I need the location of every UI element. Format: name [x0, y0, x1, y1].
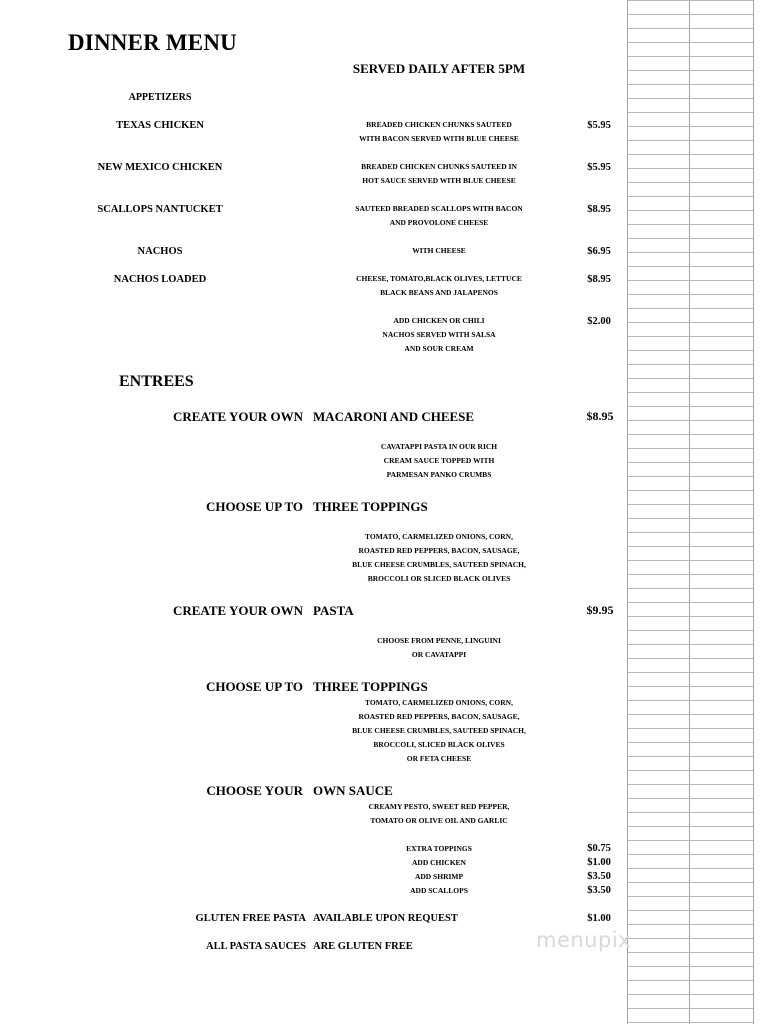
pasta-label: CREATE YOUR OWN — [172, 603, 303, 618]
grid-row-line — [627, 574, 753, 575]
gluten-free-sauces-label: ALL PASTA SAUCES — [206, 941, 306, 952]
grid-row-line — [627, 686, 753, 687]
grid-row-line — [627, 644, 753, 645]
grid-row-line — [627, 952, 753, 953]
pasta-price: $9.95 — [586, 603, 614, 617]
grid-row-line — [627, 336, 753, 337]
pasta-title: PASTA — [313, 603, 354, 618]
gluten-free-note: AVAILABLE UPON REQUEST — [313, 913, 458, 924]
grid-row-line — [627, 1022, 753, 1023]
grid-row-line — [627, 980, 753, 981]
grid-row-line — [627, 378, 753, 379]
mac-toppings-desc: ROASTED RED PEPPERS, BACON, SAUSAGE, — [358, 546, 520, 555]
addon-desc: AND SOUR CREAM — [404, 344, 474, 353]
item-desc: AND PROVOLONE CHEESE — [389, 218, 489, 227]
extra-label: EXTRA TOPPINGS — [406, 844, 472, 853]
mac-toppings-label: CHOOSE UP TO — [205, 499, 303, 514]
item-desc: HOT SAUCE SERVED WITH BLUE CHEESE — [362, 176, 516, 185]
grid-row-line — [627, 784, 753, 785]
pasta-toppings-desc: OR FETA CHEESE — [406, 754, 472, 763]
pasta-toppings-title: THREE TOPPINGS — [313, 679, 428, 694]
grid-row-line — [627, 392, 753, 393]
item-desc: SAUTEED BREADED SCALLOPS WITH BACON — [355, 204, 523, 213]
grid-row-line — [627, 56, 753, 57]
grid-row-line — [627, 406, 753, 407]
grid-row-line — [627, 266, 753, 267]
item-name: NEW MEXICO CHICKEN — [97, 162, 223, 173]
grid-row-line — [627, 728, 753, 729]
grid-row-line — [627, 308, 753, 309]
item-price: $5.95 — [587, 120, 611, 131]
spreadsheet-grid — [627, 0, 768, 1024]
sauce-desc: CREAMY PESTO, SWEET RED PEPPER, — [368, 802, 510, 811]
grid-row-line — [627, 154, 753, 155]
sauce-desc: TOMATO OR OLIVE OIL AND GARLIC — [370, 816, 508, 825]
item-desc: WITH BACON SERVED WITH BLUE CHEESE — [359, 134, 519, 143]
pasta-toppings-desc: BLUE CHEESE CRUMBLES, SAUTEED SPINACH, — [352, 726, 526, 735]
grid-row-line — [627, 532, 753, 533]
extra-price: $3.50 — [587, 885, 611, 896]
grid-row-line — [627, 364, 753, 365]
mac-desc: CREAM SAUCE TOPPED WITH — [383, 456, 495, 465]
grid-row-line — [627, 126, 753, 127]
grid-row-line — [627, 462, 753, 463]
item-name: NACHOS — [137, 246, 183, 257]
extra-label: ADD CHICKEN — [412, 858, 466, 867]
item-desc: BREADED CHICKEN CHUNKS SAUTEED IN — [361, 162, 517, 171]
grid-row-line — [627, 756, 753, 757]
mac-toppings-desc: BLUE CHEESE CRUMBLES, SAUTEED SPINACH, — [352, 560, 526, 569]
extra-label: ADD SHRIMP — [414, 872, 464, 881]
grid-row-line — [627, 560, 753, 561]
grid-row-line — [627, 700, 753, 701]
grid-row-line — [627, 420, 753, 421]
grid-row-line — [627, 182, 753, 183]
grid-row-line — [627, 42, 753, 43]
pasta-toppings-desc: ROASTED RED PEPPERS, BACON, SAUSAGE, — [358, 712, 520, 721]
grid-row-line — [627, 854, 753, 855]
grid-row-line — [627, 938, 753, 939]
grid-row-line — [627, 714, 753, 715]
mac-desc: CAVATAPPI PASTA IN OUR RICH — [380, 442, 498, 451]
item-desc: BLACK BEANS AND JALAPENOS — [380, 288, 498, 297]
grid-row-line — [627, 1008, 753, 1009]
grid-row-line — [627, 658, 753, 659]
pasta-toppings-label: CHOOSE UP TO — [205, 679, 303, 694]
mac-toppings-desc: BROCCOLI OR SLICED BLACK OLIVES — [367, 574, 511, 583]
extra-label: ADD SCALLOPS — [410, 886, 468, 895]
grid-row-line — [627, 322, 753, 323]
grid-row-line — [627, 770, 753, 771]
grid-row-line — [627, 798, 753, 799]
grid-row-line — [627, 826, 753, 827]
grid-row-line — [627, 546, 753, 547]
grid-row-line — [627, 966, 753, 967]
grid-row-line — [627, 196, 753, 197]
grid-row-line — [627, 588, 753, 589]
grid-row-line — [627, 840, 753, 841]
grid-row-line — [627, 238, 753, 239]
subtitle: SERVED DAILY AFTER 5PM — [352, 61, 526, 76]
pasta-desc: OR CAVATAPPI — [411, 650, 467, 659]
item-price: $8.95 — [587, 274, 611, 285]
mac-price: $8.95 — [586, 409, 614, 423]
gluten-free-price: $1.00 — [587, 913, 611, 924]
item-name: TEXAS CHICKEN — [116, 120, 204, 131]
grid-row-line — [627, 168, 753, 169]
grid-row-line — [627, 742, 753, 743]
gluten-free-label: GLUTEN FREE PASTA — [195, 913, 306, 924]
page-title: DINNER MENU — [68, 30, 237, 55]
grid-row-line — [627, 0, 753, 1]
grid-row-line — [627, 882, 753, 883]
grid-row-line — [627, 812, 753, 813]
grid-row-line — [627, 630, 753, 631]
grid-row-line — [627, 602, 753, 603]
grid-row-line — [627, 868, 753, 869]
item-desc: BREADED CHICKEN CHUNKS SAUTEED — [366, 120, 512, 129]
grid-row-line — [627, 294, 753, 295]
grid-row-line — [627, 476, 753, 477]
item-desc: CHEESE, TOMATO,BLACK OLIVES, LETTUCE — [356, 274, 522, 283]
grid-row-line — [627, 280, 753, 281]
grid-row-line — [627, 504, 753, 505]
grid-row-line — [627, 448, 753, 449]
watermark-logo: menupix — [536, 928, 632, 952]
appetizers-heading: APPETIZERS — [128, 92, 192, 103]
item-price: $5.95 — [587, 162, 611, 173]
extra-price: $3.50 — [587, 871, 611, 882]
grid-row-line — [627, 70, 753, 71]
grid-row-line — [627, 224, 753, 225]
grid-row-line — [627, 84, 753, 85]
grid-row-line — [627, 994, 753, 995]
extra-price: $1.00 — [587, 857, 611, 868]
grid-row-line — [627, 140, 753, 141]
grid-row-line — [627, 910, 753, 911]
item-price: $6.95 — [587, 246, 611, 257]
grid-row-line — [627, 252, 753, 253]
grid-row-line — [627, 350, 753, 351]
mac-toppings-title: THREE TOPPINGS — [313, 499, 428, 514]
grid-row-line — [627, 490, 753, 491]
grid-row-line — [627, 210, 753, 211]
mac-toppings-desc: TOMATO, CARMELIZED ONIONS, CORN, — [365, 532, 513, 541]
sauce-label: CHOOSE YOUR — [206, 783, 303, 798]
addon-desc: NACHOS SERVED WITH SALSA — [382, 330, 496, 339]
pasta-toppings-desc: TOMATO, CARMELIZED ONIONS, CORN, — [365, 698, 513, 707]
extra-price: $0.75 — [587, 843, 611, 854]
grid-row-line — [627, 616, 753, 617]
grid-row-line — [627, 112, 753, 113]
pasta-toppings-desc: BROCCOLI, SLICED BLACK OLIVES — [373, 740, 505, 749]
addon-desc: ADD CHICKEN OR CHILI — [393, 316, 485, 325]
entrees-heading: ENTREES — [119, 373, 194, 390]
mac-desc: PARMESAN PANKO CRUMBS — [386, 470, 492, 479]
grid-row-line — [627, 924, 753, 925]
grid-row-line — [627, 98, 753, 99]
grid-row-line — [627, 896, 753, 897]
grid-row-line — [627, 672, 753, 673]
addon-price: $2.00 — [587, 316, 611, 327]
item-name: SCALLOPS NANTUCKET — [97, 204, 223, 215]
grid-row-line — [627, 28, 753, 29]
mac-label: CREATE YOUR OWN — [172, 409, 303, 424]
mac-title: MACARONI AND CHEESE — [313, 409, 475, 424]
item-name: NACHOS LOADED — [113, 274, 207, 285]
sauce-title: OWN SAUCE — [313, 783, 393, 798]
item-price: $8.95 — [587, 204, 611, 215]
item-desc: WITH CHEESE — [412, 246, 466, 255]
grid-row-line — [627, 518, 753, 519]
gluten-free-sauces-note: ARE GLUTEN FREE — [313, 941, 413, 952]
grid-column-line — [753, 0, 754, 1024]
grid-row-line — [627, 434, 753, 435]
pasta-desc: CHOOSE FROM PENNE, LINGUINI — [377, 636, 501, 645]
grid-row-line — [627, 14, 753, 15]
